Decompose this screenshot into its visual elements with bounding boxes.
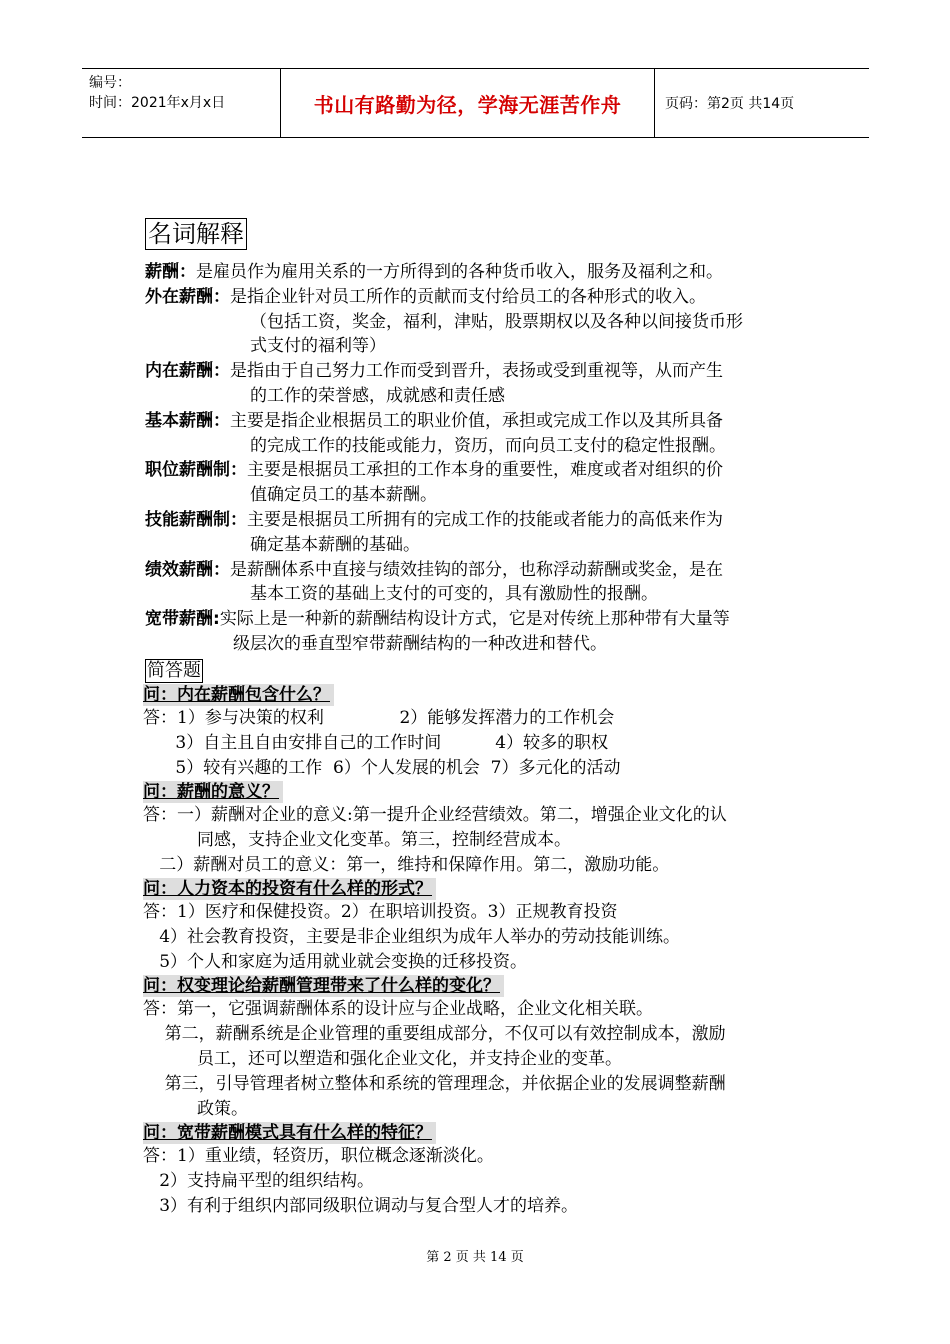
answer-line: 答：一）薪酬对企业的意义:第一提升企业经营绩效。第二，增强企业文化的认 xyxy=(143,804,727,825)
definition-term: 绩效薪酬： xyxy=(145,559,230,580)
definition-first-line xyxy=(145,508,815,533)
definition-term: 外在薪酬： xyxy=(145,286,230,307)
definition-continuation xyxy=(145,632,815,657)
page-info: 页码：第2页 共14页 xyxy=(665,96,795,112)
answer-line: 5）较有兴趣的工作 6）个人发展的机会 7）多元化的活动 xyxy=(143,757,621,778)
answer-line: 答：第一，它强调薪酬体系的设计应与企业战略，企业文化相关联。 xyxy=(143,998,653,1019)
definition-item xyxy=(145,458,815,508)
number-label: 编号： xyxy=(89,75,131,91)
question: 问：权变理论给薪酬管理带来了什么样的变化？ xyxy=(143,975,504,997)
page-footer: 第 2 页 共 14 页 xyxy=(426,1250,524,1265)
definition-item xyxy=(145,285,815,359)
definition-continuation xyxy=(145,384,815,409)
definition-first-line xyxy=(145,458,815,483)
question: 问：内在薪酬包含什么？ xyxy=(143,684,334,706)
definition-text: 是指企业针对员工所作的贡献而支付给员工的各种形式的收入。 xyxy=(230,286,706,307)
definition-first-line xyxy=(145,409,815,434)
qa-item xyxy=(143,684,815,781)
definition-term: 内在薪酬： xyxy=(145,361,230,382)
answer-line: 答：1）医疗和保健投资。2）在职培训投资。3）正规教育投资 xyxy=(143,901,618,922)
definition-first-line xyxy=(145,359,815,384)
qa-list xyxy=(143,684,815,1219)
definition-item xyxy=(145,607,815,657)
definitions-list xyxy=(145,260,815,657)
answer-line: 3）自主且自由安排自己的工作时间 4）较多的职权 xyxy=(143,732,609,753)
answer-line: 5）个人和家庭为适用就业就会变换的迁移投资。 xyxy=(143,951,528,972)
definition-term: 基本薪酬： xyxy=(145,410,230,431)
definitions-title: 名词解释 xyxy=(145,218,247,250)
definition-item xyxy=(145,558,815,608)
answer-line: 4）社会教育投资，主要是非企业组织为成年人举办的劳动技能训练。 xyxy=(143,926,681,947)
definition-text: 的工作的荣誉感，成就感和责任感 xyxy=(250,385,505,406)
definition-item xyxy=(145,409,815,459)
definition-text: 基本工资的基础上支付的可变的，具有激励性的报酬。 xyxy=(250,584,658,605)
definition-term: 职位薪酬制： xyxy=(145,460,247,481)
answer-line: 答：1）重业绩，轻资历，职位概念逐渐淡化。 xyxy=(143,1145,494,1166)
definition-first-line xyxy=(145,558,815,583)
definition-item xyxy=(145,508,815,558)
definition-text: 主要是指企业根据员工的职业价值，承担或完成工作以及其所具备 xyxy=(230,410,723,431)
definition-text: 主要是根据员工所拥有的完成工作的技能或者能力的高低来作为 xyxy=(247,509,723,530)
qa-item xyxy=(143,878,815,975)
definition-text: 是指由于自己努力工作而受到晋升，表扬或受到重视等，从而产生 xyxy=(230,361,723,382)
definition-text: 值确定员工的基本薪酬。 xyxy=(250,485,437,506)
answer-line: 2）支持扁平型的组织结构。 xyxy=(143,1170,375,1191)
qa-title: 简答题 xyxy=(147,659,201,681)
answer-line: 员工，还可以塑造和强化企业文化，并支持企业的变革。 xyxy=(143,1048,623,1069)
definition-text: 级层次的垂直型窄带薪酬结构的一种改进和替代。 xyxy=(233,633,607,654)
answer-line: 答：1）参与决策的权利 2）能够发挥潜力的工作机会 xyxy=(143,707,615,728)
definition-continuation xyxy=(145,483,815,508)
definition-term: 薪酬： xyxy=(145,262,196,282)
answer-line: 政策。 xyxy=(143,1098,249,1119)
definition-item xyxy=(145,260,815,285)
definition-text: （包括工资，奖金，福利，津贴，股票期权以及各种以间接货币形 xyxy=(250,311,743,332)
answer-line: 3）有利于组织内部同级职位调动与复合型人才的培养。 xyxy=(143,1195,579,1216)
answer-line: 同感，支持企业文化变革。第三，控制经营成本。 xyxy=(143,829,572,850)
header-meta xyxy=(82,69,281,137)
definition-text: 主要是根据员工承担的工作本身的重要性，难度或者对组织的价 xyxy=(247,460,723,481)
definition-term: 宽带薪酬: xyxy=(145,609,220,630)
definition-text: 确定基本薪酬的基础。 xyxy=(250,534,420,555)
definition-text: 实际上是一种新的薪酬结构设计方式，它是对传统上那种带有大量等 xyxy=(219,609,730,630)
document-body xyxy=(145,218,815,1219)
definition-term: 技能薪酬制： xyxy=(145,509,247,530)
header-motto-cell xyxy=(281,69,655,137)
question: 问：人力资本的投资有什么样的形式？ xyxy=(143,878,436,900)
definition-first-line xyxy=(145,285,815,310)
motto: 书山有路勤为径，学海无涯苦作舟 xyxy=(313,92,622,117)
definition-text: 是薪酬体系中直接与绩效挂钩的部分，也称浮动薪酬或奖金，是在 xyxy=(230,559,723,580)
qa-item xyxy=(143,1122,815,1219)
definition-continuation xyxy=(145,334,815,359)
definition-text: 式支付的福利等） xyxy=(250,336,386,357)
question: 问：宽带薪酬模式具有什么样的特征？ xyxy=(143,1122,436,1144)
definition-text: 的完成工作的技能或能力，资历，而向员工支付的稳定性报酬。 xyxy=(250,435,726,456)
header-table xyxy=(82,68,869,138)
definition-first-line xyxy=(145,607,815,632)
answer-line: 第三，引导管理者树立整体和系统的管理理念，并依据企业的发展调整薪酬 xyxy=(143,1073,726,1094)
answer-line: 二）薪酬对员工的意义：第一，维持和保障作用。第二，激励功能。 xyxy=(143,854,670,875)
definition-item xyxy=(145,359,815,409)
definition-continuation xyxy=(145,434,815,459)
definition-text: 是雇员作为雇用关系的一方所得到的各种货币收入，服务及福利之和。 xyxy=(196,262,723,282)
question: 问：薪酬的意义？ xyxy=(143,781,283,803)
answer-line: 第二，薪酬系统是企业管理的重要组成部分，不仅可以有效控制成本，激励 xyxy=(143,1023,726,1044)
qa-item xyxy=(143,975,815,1122)
definition-continuation xyxy=(145,310,815,335)
qa-item xyxy=(143,781,815,878)
definition-continuation xyxy=(145,582,815,607)
definition-first-line xyxy=(145,260,815,285)
definition-continuation xyxy=(145,533,815,558)
date-label: 时间：2021年x月x日 xyxy=(89,95,226,111)
